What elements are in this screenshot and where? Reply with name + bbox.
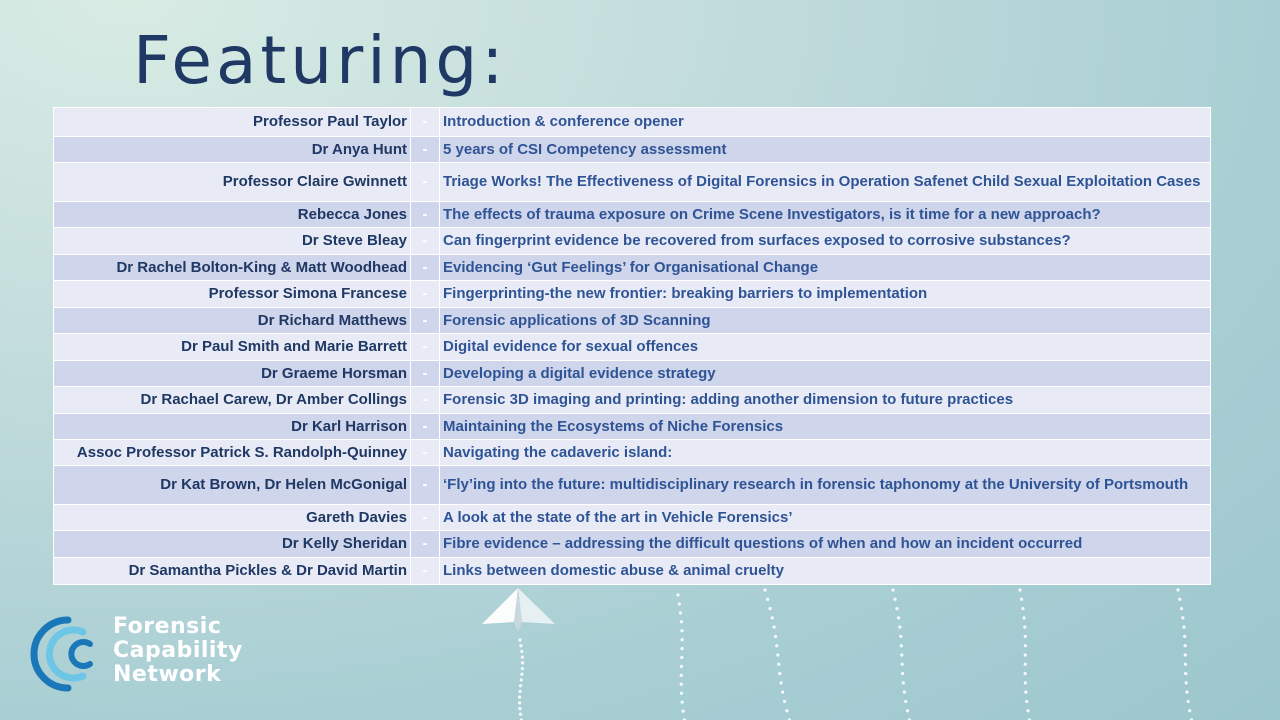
schedule-row <box>54 255 1211 281</box>
separator-dash: - <box>411 334 440 361</box>
schedule-row <box>54 361 1211 387</box>
speaker-name: Professor Claire Gwinnett <box>54 163 411 202</box>
talk-title: Developing a digital evidence strategy <box>440 361 1211 387</box>
talk-title: Forensic 3D imaging and printing: adding another dimension to future practices <box>440 387 1211 414</box>
schedule-row <box>54 108 1211 137</box>
separator-dash: - <box>411 440 440 466</box>
schedule-row <box>54 558 1211 585</box>
talk-title: ‘Fly’ing into the future: multidisciplinary research in forensic taphonomy at the University of Portsmouth <box>440 466 1211 505</box>
schedule-row <box>54 414 1211 440</box>
speaker-name: Dr Graeme Horsman <box>54 361 411 387</box>
logo-line-capability: Capability <box>113 638 243 663</box>
talk-title: Fingerprinting-the new frontier: breaking barriers to implementation <box>440 281 1211 308</box>
logo-line-forensic: Forensic <box>113 614 222 639</box>
speaker-name: Dr Samantha Pickles & Dr David Martin <box>54 558 411 585</box>
separator-dash: - <box>411 163 440 202</box>
speaker-name: Assoc Professor Patrick S. Randolph-Quinney <box>54 440 411 466</box>
separator-dash: - <box>411 558 440 585</box>
speaker-name: Dr Paul Smith and Marie Barrett <box>54 334 411 361</box>
separator-dash: - <box>411 255 440 281</box>
talk-title: Evidencing ‘Gut Feelings’ for Organisational Change <box>440 255 1211 281</box>
speaker-name: Gareth Davies <box>54 505 411 531</box>
speaker-name: Dr Richard Matthews <box>54 308 411 334</box>
separator-dash: - <box>411 361 440 387</box>
speaker-name: Rebecca Jones <box>54 202 411 228</box>
schedule-row <box>54 440 1211 466</box>
talk-title: Triage Works! The Effectiveness of Digital Forensics in Operation Safenet Child Sexual Exploitation Cases <box>440 163 1211 202</box>
schedule-row <box>54 281 1211 308</box>
talk-title: Can fingerprint evidence be recovered from surfaces exposed to corrosive substances? <box>440 228 1211 255</box>
separator-dash: - <box>411 414 440 440</box>
logo-wordmark <box>113 615 243 687</box>
separator-dash: - <box>411 137 440 163</box>
talk-title: Digital evidence for sexual offences <box>440 334 1211 361</box>
separator-dash: - <box>411 387 440 414</box>
talk-title: Links between domestic abuse & animal cruelty <box>440 558 1211 585</box>
paper-plane-graphic <box>482 588 555 632</box>
schedule-row <box>54 531 1211 558</box>
speaker-name: Professor Simona Francese <box>54 281 411 308</box>
speaker-name: Dr Rachael Carew, Dr Amber Collings <box>54 387 411 414</box>
speaker-name: Dr Anya Hunt <box>54 137 411 163</box>
separator-dash: - <box>411 202 440 228</box>
schedule-row <box>54 466 1211 505</box>
speaker-name: Dr Kelly Sheridan <box>54 531 411 558</box>
schedule-row <box>54 202 1211 228</box>
schedule-row <box>54 387 1211 414</box>
dotted-trails <box>518 588 1193 720</box>
talk-title: Navigating the cadaveric island: <box>440 440 1211 466</box>
talk-title: A look at the state of the art in Vehicle Forensics’ <box>440 505 1211 531</box>
talk-title: Introduction & conference opener <box>440 108 1211 137</box>
separator-dash: - <box>411 308 440 334</box>
schedule-row <box>54 163 1211 202</box>
talk-title: The effects of trauma exposure on Crime Scene Investigators, is it time for a new approach? <box>440 202 1211 228</box>
schedule-row <box>54 308 1211 334</box>
forensic-capability-network-logo <box>28 612 268 696</box>
speaker-name: Dr Steve Bleay <box>54 228 411 255</box>
page-title: Featuring: <box>133 22 508 99</box>
schedule-row <box>54 334 1211 361</box>
fcn-logo-icon <box>28 612 110 696</box>
separator-dash: - <box>411 228 440 255</box>
logo-line-network: Network <box>113 662 222 687</box>
speaker-name: Dr Kat Brown, Dr Helen McGonigal <box>54 466 411 505</box>
separator-dash: - <box>411 281 440 308</box>
speaker-schedule-table <box>53 107 1211 585</box>
talk-title: Fibre evidence – addressing the difficult questions of when and how an incident occurred <box>440 531 1211 558</box>
schedule-row <box>54 505 1211 531</box>
schedule-row <box>54 228 1211 255</box>
separator-dash: - <box>411 108 440 137</box>
schedule-row <box>54 137 1211 163</box>
talk-title: Maintaining the Ecosystems of Niche Forensics <box>440 414 1211 440</box>
separator-dash: - <box>411 466 440 505</box>
speaker-name: Dr Karl Harrison <box>54 414 411 440</box>
speaker-name: Dr Rachel Bolton-King & Matt Woodhead <box>54 255 411 281</box>
separator-dash: - <box>411 505 440 531</box>
talk-title: 5 years of CSI Competency assessment <box>440 137 1211 163</box>
talk-title: Forensic applications of 3D Scanning <box>440 308 1211 334</box>
speaker-name: Professor Paul Taylor <box>54 108 411 137</box>
separator-dash: - <box>411 531 440 558</box>
